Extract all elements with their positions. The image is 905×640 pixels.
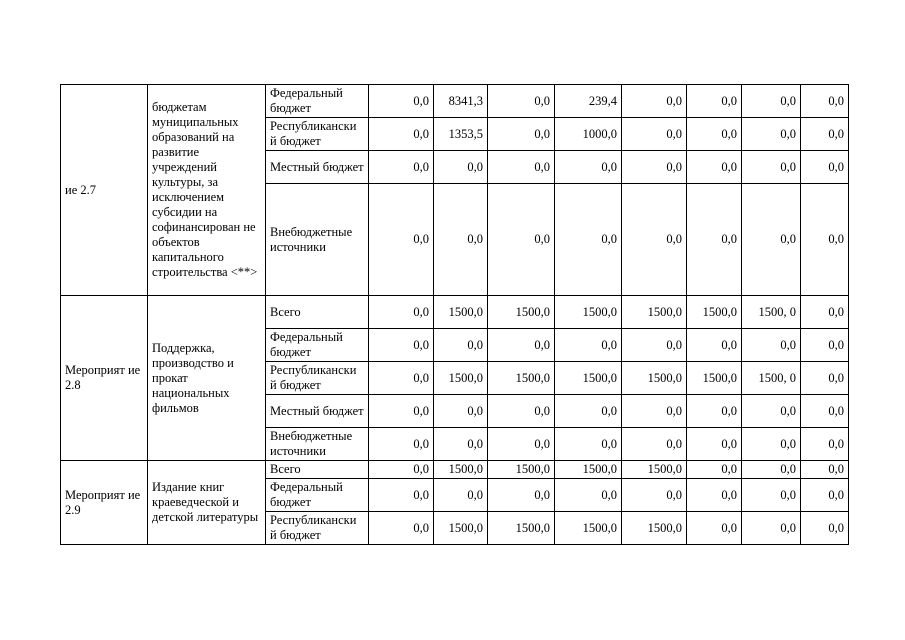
value-cell: 0,0 (801, 296, 849, 329)
value-cell: 0,0 (369, 118, 434, 151)
value-cell: 0,0 (742, 428, 801, 461)
budget-table (60, 84, 849, 545)
value-cell: 0,0 (622, 479, 687, 512)
value-cell: 0,0 (369, 479, 434, 512)
value-cell: 0,0 (742, 479, 801, 512)
funding-source: Всего (266, 461, 369, 479)
block-2-8-row-total (61, 296, 849, 329)
value-cell: 0,0 (622, 184, 687, 296)
value-cell: 0,0 (742, 329, 801, 362)
value-cell: 0,0 (687, 479, 742, 512)
value-cell: 0,0 (555, 395, 622, 428)
value-cell: 1500,0 (555, 512, 622, 545)
value-cell: 0,0 (369, 85, 434, 118)
value-cell: 1500,0 (555, 461, 622, 479)
funding-source: Внебюджетные источники (266, 184, 369, 296)
value-cell: 0,0 (801, 184, 849, 296)
value-cell: 0,0 (801, 395, 849, 428)
value-cell: 1500,0 (687, 362, 742, 395)
value-cell: 0,0 (687, 85, 742, 118)
value-cell: 0,0 (622, 329, 687, 362)
value-cell: 0,0 (801, 151, 849, 184)
block-2-9-row-total (61, 461, 849, 479)
value-cell: 0,0 (742, 151, 801, 184)
value-cell: 0,0 (488, 395, 555, 428)
measure-code: Мероприят ие 2.9 (61, 461, 148, 545)
value-cell: 0,0 (801, 512, 849, 545)
value-cell: 0,0 (488, 479, 555, 512)
value-cell: 1500, 0 (742, 296, 801, 329)
funding-source: Республикански й бюджет (266, 512, 369, 545)
value-cell: 0,0 (434, 329, 488, 362)
value-cell: 0,0 (742, 512, 801, 545)
value-cell: 0,0 (434, 479, 488, 512)
value-cell: 0,0 (434, 395, 488, 428)
value-cell: 0,0 (369, 329, 434, 362)
value-cell: 0,0 (687, 329, 742, 362)
value-cell: 0,0 (687, 118, 742, 151)
value-cell: 0,0 (488, 118, 555, 151)
value-cell: 1500,0 (434, 512, 488, 545)
measure-code: ие 2.7 (61, 85, 148, 296)
value-cell: 0,0 (687, 151, 742, 184)
value-cell: 0,0 (687, 512, 742, 545)
value-cell: 8341,3 (434, 85, 488, 118)
value-cell: 0,0 (622, 151, 687, 184)
value-cell: 0,0 (801, 118, 849, 151)
value-cell: 1500,0 (622, 362, 687, 395)
funding-source: Федеральный бюджет (266, 329, 369, 362)
value-cell: 0,0 (488, 329, 555, 362)
funding-source: Местный бюджет (266, 151, 369, 184)
value-cell: 0,0 (555, 184, 622, 296)
value-cell: 0,0 (742, 85, 801, 118)
value-cell: 0,0 (434, 151, 488, 184)
value-cell: 0,0 (369, 151, 434, 184)
value-cell: 0,0 (369, 184, 434, 296)
value-cell: 0,0 (801, 329, 849, 362)
value-cell: 0,0 (488, 85, 555, 118)
value-cell: 1500,0 (555, 296, 622, 329)
value-cell: 0,0 (742, 395, 801, 428)
value-cell: 0,0 (622, 395, 687, 428)
value-cell: 1500,0 (434, 461, 488, 479)
measure-code: Мероприят ие 2.8 (61, 296, 148, 461)
value-cell: 1500,0 (687, 296, 742, 329)
value-cell: 0,0 (801, 362, 849, 395)
value-cell: 0,0 (622, 428, 687, 461)
value-cell: 0,0 (488, 151, 555, 184)
value-cell: 239,4 (555, 85, 622, 118)
value-cell: 1500,0 (488, 512, 555, 545)
value-cell: 1000,0 (555, 118, 622, 151)
value-cell: 0,0 (555, 479, 622, 512)
value-cell: 0,0 (434, 428, 488, 461)
value-cell: 0,0 (687, 184, 742, 296)
block-2-7-row-federal (61, 85, 849, 118)
funding-source: Внебюджетные источники (266, 428, 369, 461)
value-cell: 0,0 (622, 118, 687, 151)
funding-source: Республикански й бюджет (266, 118, 369, 151)
value-cell: 0,0 (801, 461, 849, 479)
measure-name: Поддержка, производство и прокат национальных фильмов (148, 296, 266, 461)
value-cell: 0,0 (434, 184, 488, 296)
value-cell: 0,0 (555, 151, 622, 184)
funding-source: Всего (266, 296, 369, 329)
value-cell: 0,0 (555, 329, 622, 362)
value-cell: 0,0 (369, 395, 434, 428)
funding-source: Местный бюджет (266, 395, 369, 428)
value-cell: 1500, 0 (742, 362, 801, 395)
value-cell: 0,0 (742, 184, 801, 296)
value-cell: 0,0 (369, 296, 434, 329)
value-cell: 0,0 (488, 184, 555, 296)
funding-source: Федеральный бюджет (266, 85, 369, 118)
value-cell: 0,0 (801, 85, 849, 118)
value-cell: 0,0 (801, 479, 849, 512)
value-cell: 1500,0 (434, 296, 488, 329)
value-cell: 1500,0 (488, 461, 555, 479)
value-cell: 1500,0 (434, 362, 488, 395)
value-cell: 1500,0 (555, 362, 622, 395)
value-cell: 0,0 (369, 362, 434, 395)
value-cell: 0,0 (555, 428, 622, 461)
value-cell: 1500,0 (622, 461, 687, 479)
value-cell: 1500,0 (622, 512, 687, 545)
value-cell: 0,0 (369, 428, 434, 461)
value-cell: 0,0 (742, 118, 801, 151)
value-cell: 0,0 (687, 395, 742, 428)
value-cell: 1500,0 (488, 362, 555, 395)
measure-name: бюджетам муниципальных образований на развитие учреждений культуры, за исключением субсидии на софинансирован не объектов капитального строительства <**> (148, 85, 266, 296)
value-cell: 1500,0 (622, 296, 687, 329)
value-cell: 0,0 (801, 428, 849, 461)
funding-source: Федеральный бюджет (266, 479, 369, 512)
value-cell: 1500,0 (488, 296, 555, 329)
funding-source: Республикански й бюджет (266, 362, 369, 395)
value-cell: 0,0 (369, 461, 434, 479)
measure-name: Издание книг краеведческой и детской литературы (148, 461, 266, 545)
value-cell: 0,0 (687, 461, 742, 479)
value-cell: 0,0 (369, 512, 434, 545)
value-cell: 0,0 (687, 428, 742, 461)
value-cell: 0,0 (742, 461, 801, 479)
value-cell: 0,0 (488, 428, 555, 461)
value-cell: 0,0 (622, 85, 687, 118)
value-cell: 1353,5 (434, 118, 488, 151)
